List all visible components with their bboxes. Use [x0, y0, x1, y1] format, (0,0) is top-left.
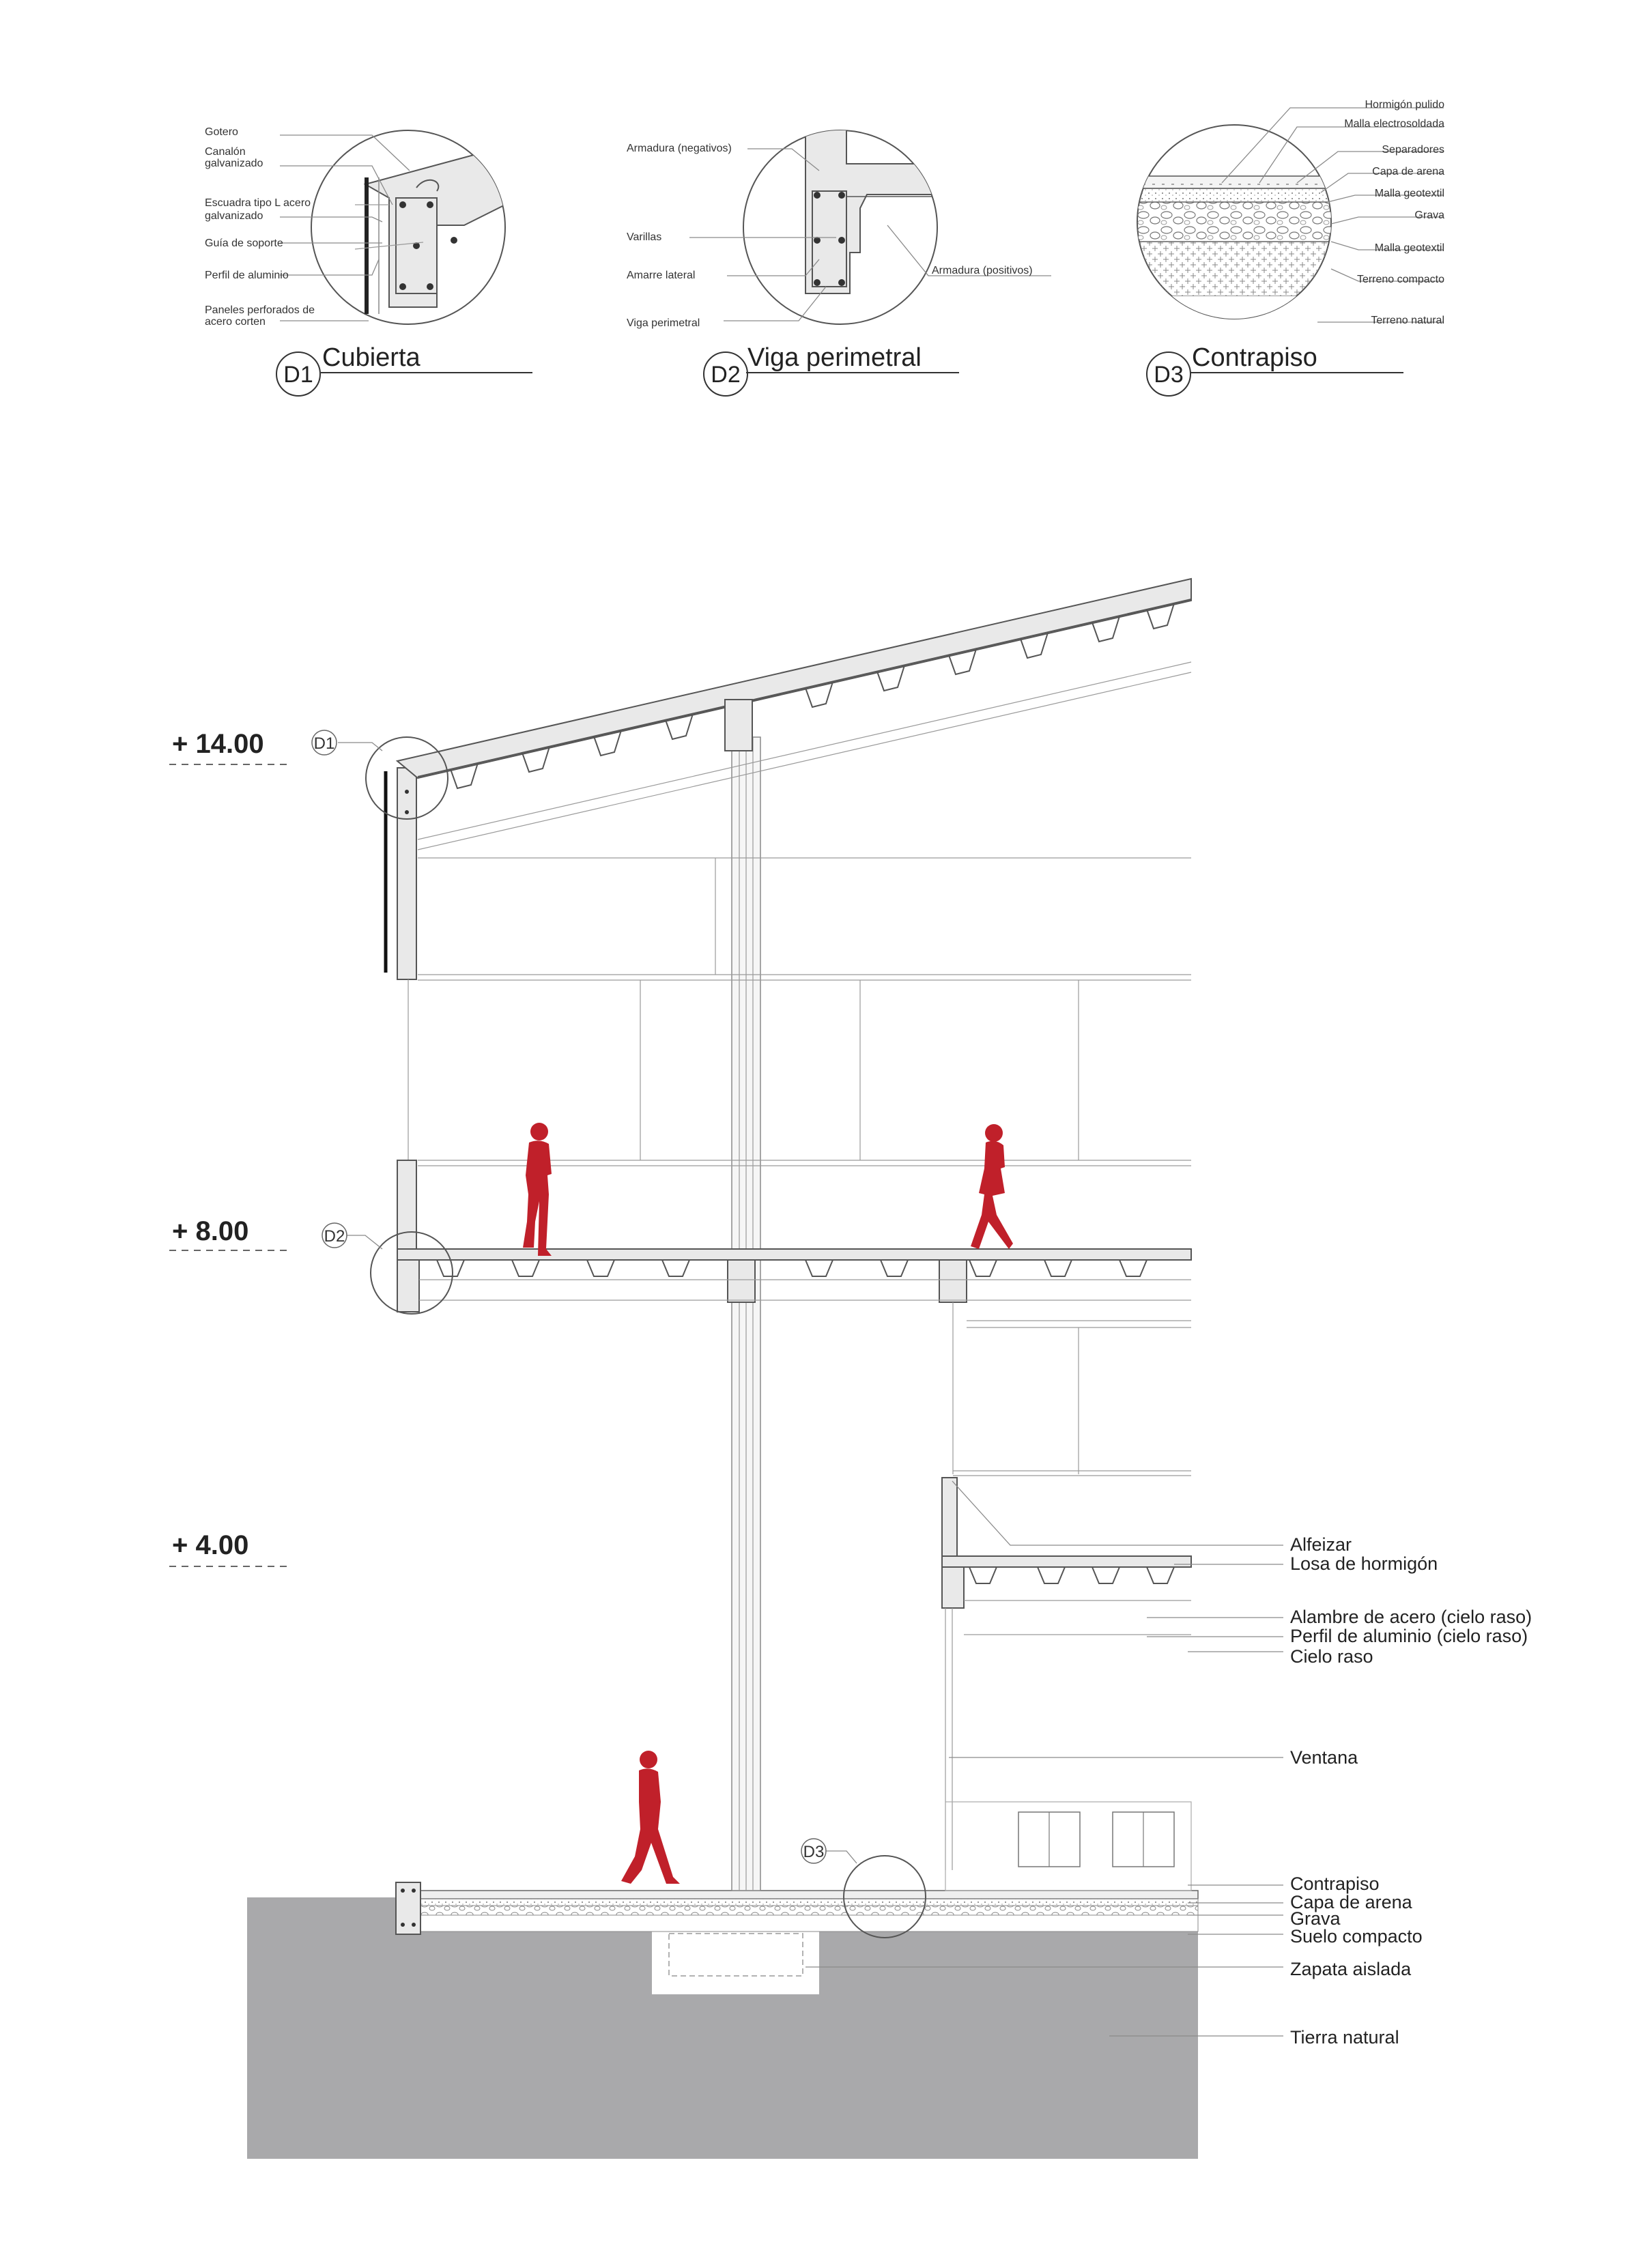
person-figure-ground: [621, 1751, 680, 1884]
d1-id: D1: [283, 362, 313, 388]
d1-label-paneles: Paneles perforados de acero corten: [205, 304, 315, 328]
level-8: + 8.00: [172, 1216, 249, 1246]
label-zapata-aislada: Zapata aislada: [1290, 1959, 1412, 1979]
slab-level-8: [397, 1249, 1191, 1260]
label-suelo-compacto: Suelo compacto: [1290, 1926, 1423, 1947]
detail-d3: [1133, 99, 1444, 396]
slab-8-ribs: [437, 1260, 1147, 1276]
d3-ref-label: D3: [803, 1843, 825, 1861]
label-losa-hormigon: Losa de hormigón: [1290, 1553, 1438, 1574]
label-ventana: Ventana: [1290, 1747, 1358, 1768]
ground-slab: [396, 1891, 1198, 1899]
d1-label-perfil: Perfil de aluminio: [205, 270, 289, 281]
mezzanine-slab: [942, 1556, 1191, 1567]
d2-title: Viga perimetral: [747, 343, 922, 372]
label-alambre-acero: Alambre de acero (cielo raso): [1290, 1607, 1532, 1627]
detail-d1: [205, 126, 532, 396]
label-grava: Grava: [1290, 1908, 1341, 1929]
d1-label-guia: Guía de soporte: [205, 238, 283, 249]
d1-title: Cubierta: [322, 343, 420, 372]
d2-label-armadura-positivos: Armadura (positivos): [932, 265, 1033, 276]
person-figure-upper-right: [971, 1124, 1013, 1249]
level-14: + 14.00: [172, 729, 264, 759]
d3-label-arena: Capa de arena: [1372, 166, 1444, 177]
ground-edge-beam: [396, 1882, 420, 1934]
d3-label-separadores: Separadores: [1382, 144, 1444, 156]
d3-title: Contrapiso: [1192, 343, 1317, 372]
d3-label-geotextil-1: Malla geotextil: [1374, 188, 1444, 199]
d3-label-terreno-natural: Terreno natural: [1371, 315, 1444, 326]
sloped-roof-slab: [397, 579, 1191, 778]
d3-label-geotextil-2: Malla geotextil: [1374, 242, 1444, 254]
label-cielo-raso: Cielo raso: [1290, 1646, 1373, 1667]
label-contrapiso: Contrapiso: [1290, 1874, 1380, 1894]
left-upper-wall: [397, 768, 416, 979]
detail-d2: [627, 123, 1051, 396]
label-alfeizar: Alfeizar: [1290, 1534, 1352, 1555]
d1-ref-label: D1: [313, 734, 335, 753]
d2-id: D2: [711, 362, 741, 388]
d2-ref-label: D2: [324, 1227, 345, 1246]
alfeizar-wall: [942, 1478, 957, 1560]
label-tierra-natural: Tierra natural: [1290, 2027, 1399, 2048]
d3-label-malla-electrosoldada: Malla electrosoldada: [1344, 118, 1444, 130]
d2-label-viga: Viga perimetral: [627, 317, 700, 329]
d2-label-armadura-negativos: Armadura (negativos): [627, 143, 732, 154]
d1-label-escuadra: Escuadra tipo L acero galvanizado: [205, 197, 311, 222]
d1-label-gotero: Gotero: [205, 126, 238, 138]
building-section: [169, 579, 1532, 2159]
d2-label-varillas: Varillas: [627, 231, 662, 243]
d2-label-amarre: Amarre lateral: [627, 270, 696, 281]
d3-label-terreno-compacto: Terreno compacto: [1356, 274, 1444, 285]
level-4: + 4.00: [172, 1530, 249, 1560]
label-capa-arena: Capa de arena: [1290, 1892, 1412, 1912]
isolated-footing-pit: [652, 1932, 819, 1994]
d3-id: D3: [1154, 362, 1184, 388]
d3-label-hormigon: Hormigón pulido: [1365, 99, 1444, 111]
label-perfil-aluminio: Perfil de aluminio (cielo raso): [1290, 1626, 1528, 1646]
d1-label-canalon: Canalón galvanizado: [205, 146, 263, 169]
d3-label-grava: Grava: [1414, 210, 1444, 221]
person-figure-upper-left: [523, 1123, 552, 1256]
